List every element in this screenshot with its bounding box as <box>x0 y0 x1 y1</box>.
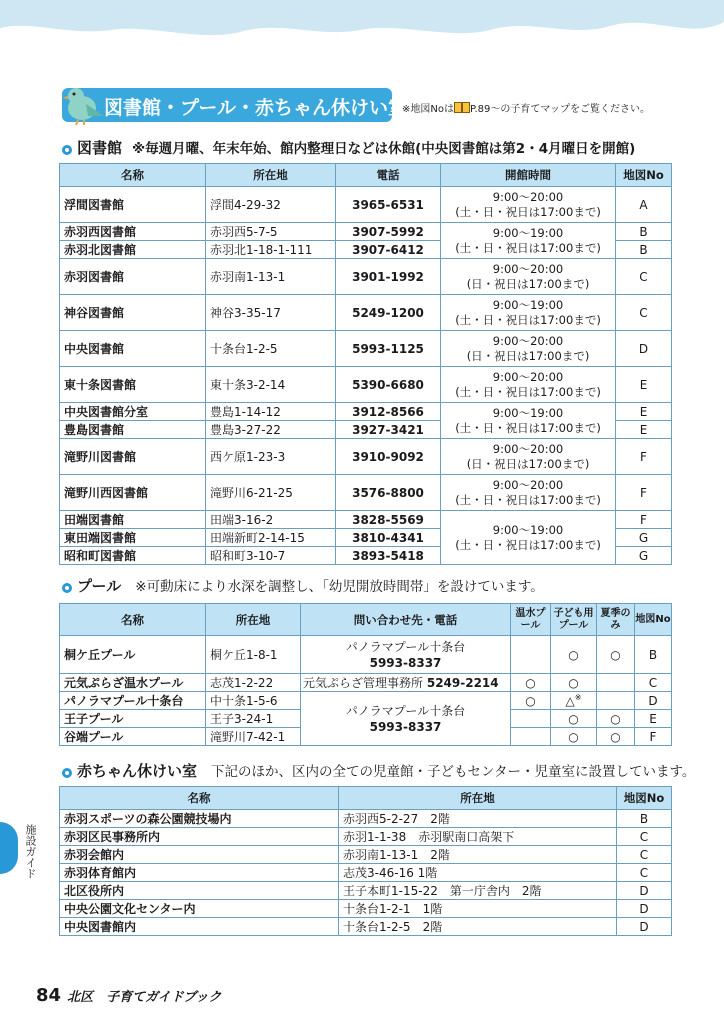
col-header: 名称 <box>60 164 206 187</box>
library-tel: 3828-5569 <box>336 511 441 529</box>
summer-only-mark: ○ <box>597 636 635 674</box>
map-no: D <box>617 882 672 900</box>
opening-hours: 9:00～20:00 (土・日・祝日は17:00まで) <box>441 475 616 511</box>
col-header: 問い合わせ先・電話 <box>301 604 511 636</box>
opening-hours: 9:00～20:00 (土・日・祝日は17:00まで) <box>441 187 616 223</box>
col-header: 名称 <box>60 604 206 636</box>
library-name: 神谷図書館 <box>60 295 206 331</box>
side-tab-label: 施設ガイド <box>24 824 37 879</box>
table-row <box>60 331 672 367</box>
map-no: A <box>616 187 672 223</box>
facility-name: 赤羽会館内 <box>60 846 339 864</box>
side-tab <box>0 822 18 874</box>
library-tel: 3907-5992 <box>336 223 441 241</box>
library-name: 東十条図書館 <box>60 367 206 403</box>
table-row <box>60 511 672 529</box>
opening-hours: 9:00～20:00 (日・祝日は17:00まで) <box>441 439 616 475</box>
summer-only-mark: ○ <box>597 728 635 746</box>
table-row <box>60 828 672 846</box>
library-name: 滝野川西図書館 <box>60 475 206 511</box>
table-row <box>60 403 672 421</box>
warm-pool-mark: ○ <box>511 674 551 692</box>
col-header: 子ども用プール <box>551 604 597 636</box>
table-row <box>60 918 672 936</box>
col-header: 所在地 <box>206 164 336 187</box>
opening-hours: 9:00～19:00 (土・日・祝日は17:00まで) <box>441 223 616 259</box>
facility-address: 王子本町1-15-22 第一庁舎内 2階 <box>339 882 617 900</box>
library-name: 赤羽西図書館 <box>60 223 206 241</box>
map-no: C <box>616 295 672 331</box>
kids-pool-mark: ○ <box>551 728 597 746</box>
map-no: F <box>616 439 672 475</box>
library-tel: 3893-5418 <box>336 547 441 565</box>
map-no: G <box>616 529 672 547</box>
kids-pool-mark: ○ <box>551 710 597 728</box>
pool-name: パノラマプール十条台 <box>60 692 206 710</box>
col-header: 温水プール <box>511 604 551 636</box>
map-no: B <box>616 241 672 259</box>
facility-name: 北区役所内 <box>60 882 339 900</box>
warm-pool-mark <box>511 728 551 746</box>
facility-address: 赤羽南1-13-1 2階 <box>339 846 617 864</box>
col-header: 所在地 <box>339 787 617 810</box>
table-row <box>60 295 672 331</box>
summer-only-mark <box>597 692 635 710</box>
library-address: 浮間4-29-32 <box>206 187 336 223</box>
library-tel: 3901-1992 <box>336 259 441 295</box>
library-name: 中央図書館分室 <box>60 403 206 421</box>
library-name: 田端図書館 <box>60 511 206 529</box>
library-name: 東田端図書館 <box>60 529 206 547</box>
col-header: 電話 <box>336 164 441 187</box>
pool-address: 中十条1-5-6 <box>206 692 301 710</box>
table-row <box>60 367 672 403</box>
facility-address: 十条台1-2-1 1階 <box>339 900 617 918</box>
pool-contact: パノラマプール十条台 5993-8337 <box>301 636 511 674</box>
pool-contact: 元気ぷらざ管理事務所 5249-2214 <box>301 674 511 692</box>
pool-section-heading: プール ※可動床により水深を調整し、「幼児開放時間帯」を設けています。 <box>62 575 544 596</box>
map-note: ※地図Noは P.89～の子育てマップをご覧ください。 <box>402 104 650 115</box>
col-header: 地図No <box>616 164 672 187</box>
library-name: 赤羽図書館 <box>60 259 206 295</box>
kids-pool-mark: △※ <box>551 692 597 710</box>
facility-name: 赤羽スポーツの森公園競技場内 <box>60 810 339 828</box>
pool-name: 谷端プール <box>60 728 206 746</box>
opening-hours: 9:00～19:00 (土・日・祝日は17:00まで) <box>441 295 616 331</box>
page-title: 図書館・プール・赤ちゃん休けい室 <box>104 97 408 119</box>
library-address: 昭和町3-10-7 <box>206 547 336 565</box>
map-no: E <box>616 421 672 439</box>
map-no: D <box>617 918 672 936</box>
map-no: E <box>616 403 672 421</box>
table-row <box>60 864 672 882</box>
table-row <box>60 475 672 511</box>
top-wave-decoration <box>0 0 724 60</box>
book-icon <box>454 102 470 113</box>
library-name: 滝野川図書館 <box>60 439 206 475</box>
library-address: 赤羽西5-7-5 <box>206 223 336 241</box>
library-tel: 3576-8800 <box>336 475 441 511</box>
warm-pool-mark <box>511 636 551 674</box>
library-address: 田端3-16-2 <box>206 511 336 529</box>
library-name: 浮間図書館 <box>60 187 206 223</box>
kids-pool-mark: ○ <box>551 674 597 692</box>
library-tel: 3910-9092 <box>336 439 441 475</box>
map-no: C <box>616 259 672 295</box>
library-tel: 3912-8566 <box>336 403 441 421</box>
map-no: D <box>616 331 672 367</box>
facility-address: 赤羽1-1-38 赤羽駅南口高架下 <box>339 828 617 846</box>
library-address: 東十条3-2-14 <box>206 367 336 403</box>
bird-icon <box>60 82 108 126</box>
map-no: B <box>617 810 672 828</box>
map-no: C <box>617 828 672 846</box>
library-tel: 5993-1125 <box>336 331 441 367</box>
table-row <box>60 674 672 692</box>
table-row <box>60 439 672 475</box>
table-row <box>60 187 672 223</box>
library-tel: 5390-6680 <box>336 367 441 403</box>
pool-table <box>59 603 672 746</box>
map-no: D <box>617 900 672 918</box>
summer-only-mark <box>597 674 635 692</box>
library-address: 十条台1-2-5 <box>206 331 336 367</box>
page-number: 84 <box>36 985 62 1006</box>
map-no: E <box>635 710 672 728</box>
library-tel: 3907-6412 <box>336 241 441 259</box>
col-header: 開館時間 <box>441 164 616 187</box>
library-tel: 5249-1200 <box>336 295 441 331</box>
map-no: F <box>616 475 672 511</box>
library-section-heading: 図書館 ※毎週月曜、年末年始、館内整理日などは休館(中央図書館は第2・4月曜日を開館) <box>62 137 635 158</box>
col-header: 所在地 <box>206 604 301 636</box>
library-name: 中央図書館 <box>60 331 206 367</box>
facility-name: 中央図書館内 <box>60 918 339 936</box>
library-address: 豊島3-27-22 <box>206 421 336 439</box>
map-no: C <box>617 846 672 864</box>
col-header: 夏季のみ <box>597 604 635 636</box>
library-address: 滝野川6-21-25 <box>206 475 336 511</box>
library-tel: 3965-6531 <box>336 187 441 223</box>
library-tel: 3810-4341 <box>336 529 441 547</box>
table-row <box>60 636 672 674</box>
map-no: G <box>616 547 672 565</box>
library-address: 赤羽北1-18-1-111 <box>206 241 336 259</box>
bullet-icon <box>62 145 72 155</box>
pool-name: 王子プール <box>60 710 206 728</box>
pool-contact: パノラマプール十条台 5993-8337 <box>301 692 511 746</box>
pool-address: 志茂1-2-22 <box>206 674 301 692</box>
table-row <box>60 810 672 828</box>
library-address: 田端新町2-14-15 <box>206 529 336 547</box>
library-name: 赤羽北図書館 <box>60 241 206 259</box>
facility-address: 赤羽西5-2-27 2階 <box>339 810 617 828</box>
baby-room-section-heading: 赤ちゃん休けい室 下記のほか、区内の全ての児童館・子どもセンター・児童室に設置しています。 <box>62 760 695 781</box>
map-no: B <box>616 223 672 241</box>
library-tel: 3927-3421 <box>336 421 441 439</box>
opening-hours: 9:00～20:00 (土・日・祝日は17:00まで) <box>441 367 616 403</box>
pool-name: 元気ぷらざ温水プール <box>60 674 206 692</box>
map-no: F <box>616 511 672 529</box>
library-address: 赤羽南1-13-1 <box>206 259 336 295</box>
warm-pool-mark <box>511 710 551 728</box>
facility-name: 赤羽体育館内 <box>60 864 339 882</box>
guide-title: 北区 子育てガイドブック <box>67 990 222 1005</box>
map-no: E <box>616 367 672 403</box>
kids-pool-mark: ○ <box>551 636 597 674</box>
pool-name: 桐ケ丘プール <box>60 636 206 674</box>
map-no: B <box>635 636 672 674</box>
table-row <box>60 223 672 241</box>
bullet-icon <box>62 583 72 593</box>
summer-only-mark: ○ <box>597 710 635 728</box>
library-address: 豊島1-14-12 <box>206 403 336 421</box>
opening-hours: 9:00～20:00 (日・祝日は17:00まで) <box>441 331 616 367</box>
library-address: 神谷3-35-17 <box>206 295 336 331</box>
facility-name: 赤羽区民事務所内 <box>60 828 339 846</box>
bullet-icon <box>62 768 72 778</box>
library-address: 西ケ原1-23-3 <box>206 439 336 475</box>
opening-hours: 9:00～20:00 (日・祝日は17:00まで) <box>441 259 616 295</box>
col-header: 地図No <box>617 787 672 810</box>
opening-hours: 9:00～19:00 (土・日・祝日は17:00まで) <box>441 403 616 439</box>
pool-address: 桐ケ丘1-8-1 <box>206 636 301 674</box>
facility-name: 中央公園文化センター内 <box>60 900 339 918</box>
library-name: 豊島図書館 <box>60 421 206 439</box>
facility-address: 十条台1-2-5 2階 <box>339 918 617 936</box>
table-row <box>60 259 672 295</box>
table-row <box>60 900 672 918</box>
footer <box>36 985 221 1006</box>
facility-address: 志茂3-46-16 1階 <box>339 864 617 882</box>
library-table <box>59 163 672 565</box>
map-no: F <box>635 728 672 746</box>
map-no: C <box>617 864 672 882</box>
pool-address: 滝野川7-42-1 <box>206 728 301 746</box>
warm-pool-mark: ○ <box>511 692 551 710</box>
map-no: C <box>635 674 672 692</box>
table-row <box>60 692 672 710</box>
table-row <box>60 882 672 900</box>
col-header: 名称 <box>60 787 339 810</box>
baby-room-table <box>59 786 672 936</box>
col-header: 地図No <box>635 604 672 636</box>
pool-address: 王子3-24-1 <box>206 710 301 728</box>
table-row <box>60 846 672 864</box>
opening-hours: 9:00～19:00 (土・日・祝日は17:00まで) <box>441 511 616 565</box>
library-name: 昭和町図書館 <box>60 547 206 565</box>
map-no: D <box>635 692 672 710</box>
